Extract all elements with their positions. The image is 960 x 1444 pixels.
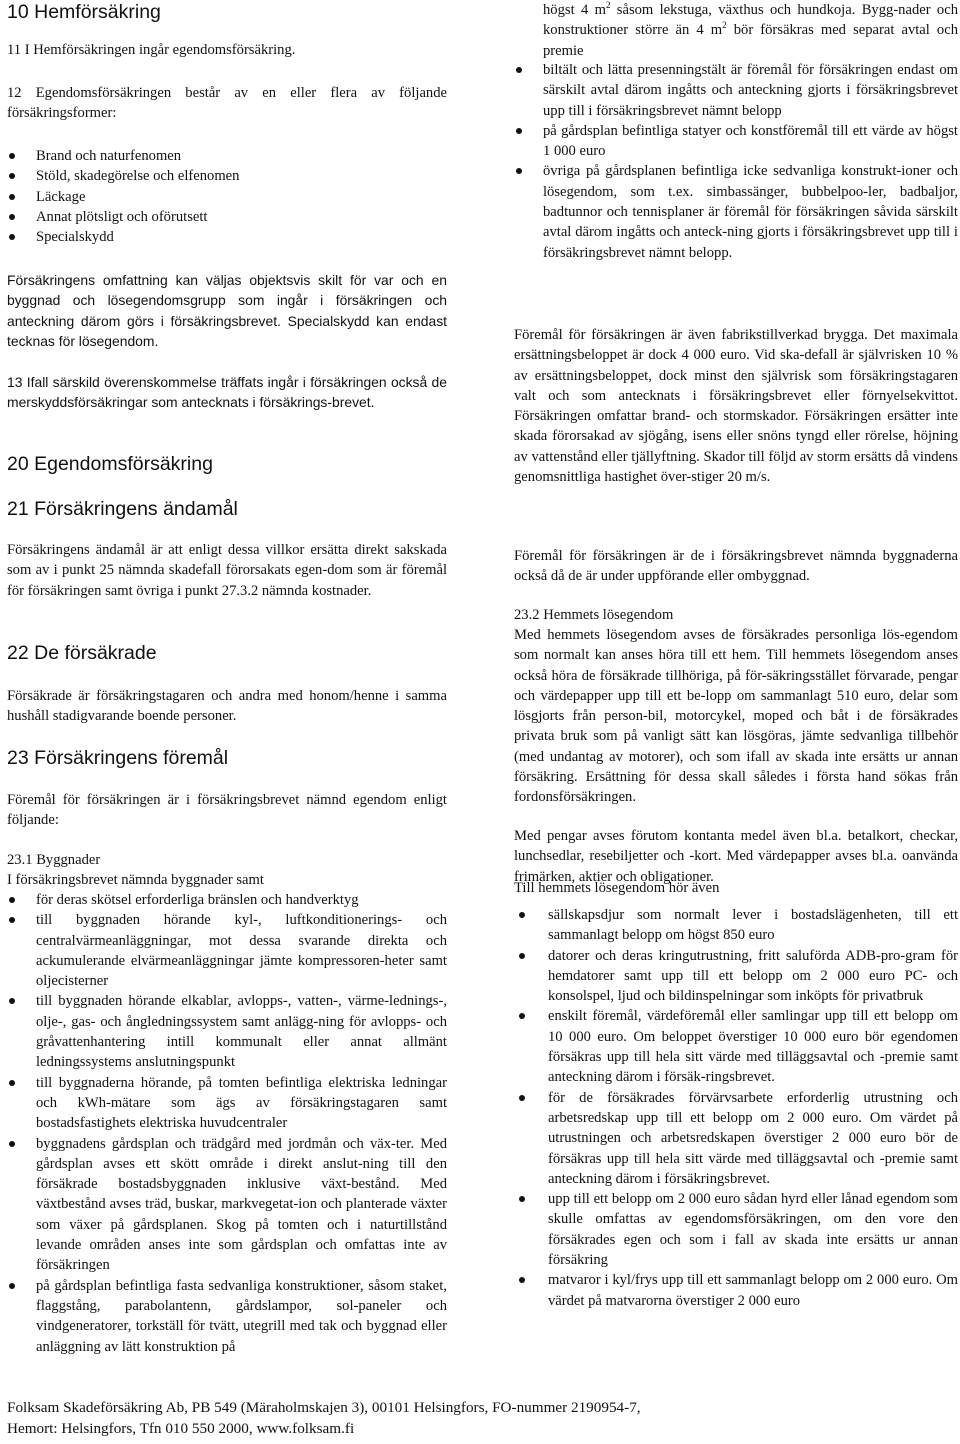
list-item: Brand och naturfenomen: [7, 146, 447, 166]
list-item: upp till ett belopp om 2 000 euro sådan hyrd eller lånad egendom som skulle omfattas av egendomsförsäkringen, om den vore den försäkrades egen och som i fall av skada inte ersätts ur annan försäkring: [517, 1189, 958, 1270]
paragraph-money: Med pengar avses förutom kontanta medel även bl.a. betalkort, checkar, lunchsedlar, resebiljetter och -kort. Med värdepapper avses bl.a. oanvända frimärken, aktier och obligationer.: [514, 828, 958, 885]
page-footer: [7, 1398, 947, 1439]
list-item: på gårdsplan befintliga fasta sedvanliga konstruktioner, såsom staket, flaggstång, parabolantenn, gårdslampor, sol-paneler och vindgeneratorer, torkställ för tvätt, utegrill med tak och byggnad eller anläggning av lätt konstruktion på: [7, 1276, 447, 1357]
heading-forsakringens-foremal: 23 Försäkringens föremål: [7, 747, 229, 769]
list-item: för de försäkrades förvärvsarbete erforderlig utrustning och arbetsredskap upp till ett belopp om 2 000 euro. Om värdet på utrustningen och arbetsredskapen överstiger 2 000 euro bör de försäkras upp till hela sitt värde med tilläggsavtal och -premie samt anteckning därom i försäkringsbrevet.: [517, 1088, 958, 1189]
list-item: enskilt föremål, värdeföremål eller samlingar upp till ett belopp om 10 000 euro. Om beloppet överstiger 10 000 euro bör egendomen försäkras upp till hela sitt värde med tilläggsavtal och -premie samt anteckning därom i försäk-ringsbrevet.: [517, 1006, 958, 1087]
buildings-list: [7, 890, 447, 1357]
list-item: matvaror i kyl/frys upp till ett sammanlagt belopp om 2 000 euro. Om värdet på matvarorna överstiger 2 000 euro: [517, 1270, 958, 1311]
paragraph-12: 12 Egendomsförsäkringen består av en eller flera av följande försäkringsformer:: [7, 85, 447, 122]
insurance-forms-list: [7, 146, 447, 247]
list-item: till byggnaden hörande elkablar, avlopps-, vatten-, värme-lednings-, olje-, gas- och ångledningssystem samt anlägg-ning för avlopps- och gråvattenhantering intill kommunalt eller annat allmänt ledningssystems anslutningspunkt: [7, 991, 447, 1072]
paragraph-21: Försäkringens ändamål är att enligt dessa villkor ersätta direkt sakskada som av i punkt 25 nämnda skadefall förorsakats egen-dom som är föremål för försäkringen samt övriga i punkt 27.3.2 nämnda kostnader.: [7, 542, 447, 599]
heading-forsakringens-andamal: 21 Försäkringens ändamål: [7, 498, 238, 520]
heading-de-forsakrade: 22 De försäkrade: [7, 642, 157, 664]
heading-hemforsakring: 10 Hemförsäkring: [7, 1, 161, 23]
footer-line-2: Hemort: Helsingfors, Tfn 010 550 2000, www.folksam.fi: [7, 1419, 355, 1437]
paragraph-buildings-construction: Föremål för försäkringen är de i försäkringsbrevet nämnda byggnaderna också då de är under uppförande eller ombyggnad.: [514, 548, 958, 585]
list-item: för deras skötsel erforderliga bränslen och handverktyg: [7, 890, 447, 910]
paragraph-11: 11 I Hemförsäkringen ingår egendomsförsäkring.: [7, 42, 296, 58]
yard-items-list: [514, 60, 958, 263]
list-item: till byggnaden hörande kyl-, luftkonditionerings- och centralvärmeanläggningar, mot dessa svarande direkta och ackumulerande elvärmeanläggningar jämte kompressoren-heter samt oljecisterner: [7, 910, 447, 991]
continued-item: högst 4 $m^2$ såsom lekstuga, växthus och hundkoja. Bygg-nader och konstruktioner större än 4 $m^2$ bör försäkras med separat avtal och premie: [543, 0, 958, 59]
paragraph-22: Försäkrade är försäkringstagaren och andra med honom/henne i samma hushåll stadigvarande boende personer.: [7, 688, 447, 725]
movable-property-list: [517, 905, 958, 1311]
list-item: datorer och deras kringutrustning, fritt saluförda ADB-pro-gram för hemdatorer samt upp till ett belopp om 2 000 euro PC- och konsolspel, ljud och bildinspelningar som inköpts för privatbruk: [517, 946, 958, 1007]
list-item: byggnadens gårdsplan och trädgård med jordmån och väx-ter. Med gårdsplan avses ett skött område i direkt anslut-ning till den försäkrade bostadsbyggnaden inklusive växt-bestånd. Med växtbestånd avses träd, buskar, markvegetat-ion och planterade växter som växer på gårdsplanen. Skog på tomten och i naturtillstånd levande områden anses inte som gårdsplan och omfattas inte av försäkringen: [7, 1134, 447, 1276]
list-item: Stöld, skadegörelse och elfenomen: [7, 166, 447, 186]
paragraph-23-2: Med hemmets lösegendom avses de försäkrades personliga lös-egendom som normalt kan anses höra till ett hem. Till hemmets lösegendom anses också höra de försäkrade tillhöriga, på för-säkringsstället förvarade, pengar och värdepapper upp till ett be-lopp om sammanlagt 510 euro, delar som lösgjorts från person-bil, motorcykel, moped och båt i de försäkrades privata bruk som på vanligt sätt kan lösgöras, jämte sedvanliga tillbehör (med undantag av motorer), och som ifall av skada inte ersätts ur annan försäkring. Ersättning för dessa skall således i första hand sökas från fordonsförsäkringen.: [514, 627, 958, 806]
list-item: till byggnaderna hörande, på tomten befintliga elektriska ledningar och kWh-mätare som ägs av försäkringstagaren samt bostadsfastighets elektriska huvudcentraler: [7, 1073, 447, 1134]
list-item: Läckage: [7, 187, 447, 207]
list-item: Annat plötsligt och oförutsett: [7, 207, 447, 227]
section-23-2-title: 23.2 Hemmets lösegendom: [514, 607, 674, 623]
paragraph-23: Föremål för försäkringen är i försäkringsbrevet nämnd egendom enligt följande:: [7, 792, 447, 829]
list-item: Specialskydd: [7, 227, 447, 247]
footer-line-1: Folksam Skadeförsäkring Ab, PB 549 (Märaholmskajen 3), 00101 Helsingfors, FO-nummer 2190954-7,: [7, 1399, 641, 1416]
paragraph-scope: Försäkringens omfattning kan väljas objektsvis skilt för var och en byggnad och lösegendomsgrupp som ingår i försäkringen och anteckning därom görs i försäkringsbrevet. Specialskydd kan endast tecknas för lösegendom.: [7, 272, 447, 349]
list-item: övriga på gårdsplanen befintliga icke sedvanliga konstrukt-ioner och lösegendom, som t.ex. simbassänger, bubbelpoo-ler, badbaljor, badtunnor och tennisplaner är föremål för försäkringen såvida särskilt avtal därom ingåtts och anteck-ning gjorts i försäkringsbrevet upp till i försäkringsbrevet nämnt belopp.: [514, 161, 958, 262]
list-item: på gårdsplan befintliga statyer och konstföremål till ett värde av högst 1 000 euro: [514, 121, 958, 162]
list-intro: Till hemmets lösegendom hör även: [514, 880, 720, 896]
section-23-1-intro: I försäkringsbrevet nämnda byggnader samt: [7, 872, 264, 888]
heading-egendomsforsakring: 20 Egendomsförsäkring: [7, 453, 213, 475]
list-item: sällskapsdjur som normalt lever i bostadslägenheten, till ett sammanlagt belopp om högst 850 euro: [517, 905, 958, 946]
paragraph-dock: Föremål för försäkringen är även fabrikstillverkad brygga. Det maximala ersättningsbeloppet är dock 4 000 euro. Vid ska-defall är självrisken 10 % av ersättningsbeloppet, dock minst den självrisk som försäkringstagaren valt och som antecknats i försäkringsbrevet eller förnyelsekvittot. Försäkringen omfattar brand- och stormskador. Försäkringen ersätter inte skada förorsakad av sjögång, isens eller snöns tyngd eller rörelse, höjning av vattenstånd eller tjällyftning. Skador till följd av storm ersätts då vindens genomsnittliga hastighet över-stiger 20 m/s.: [514, 327, 958, 486]
list-item: biltält och lätta presenningstält är föremål för försäkringen endast om särskilt avtal därom ingåtts och anteckning gjorts i försäkringsbrevet upp till i försäkringsbrevet nämnt belopp: [514, 60, 958, 121]
paragraph-13: 13 Ifall särskild överenskommelse träffats ingår i försäkringen också de merskyddsförsäkringar som antecknats i försäkrings-brevet.: [7, 374, 447, 411]
section-23-1-title: 23.1 Byggnader: [7, 852, 101, 868]
